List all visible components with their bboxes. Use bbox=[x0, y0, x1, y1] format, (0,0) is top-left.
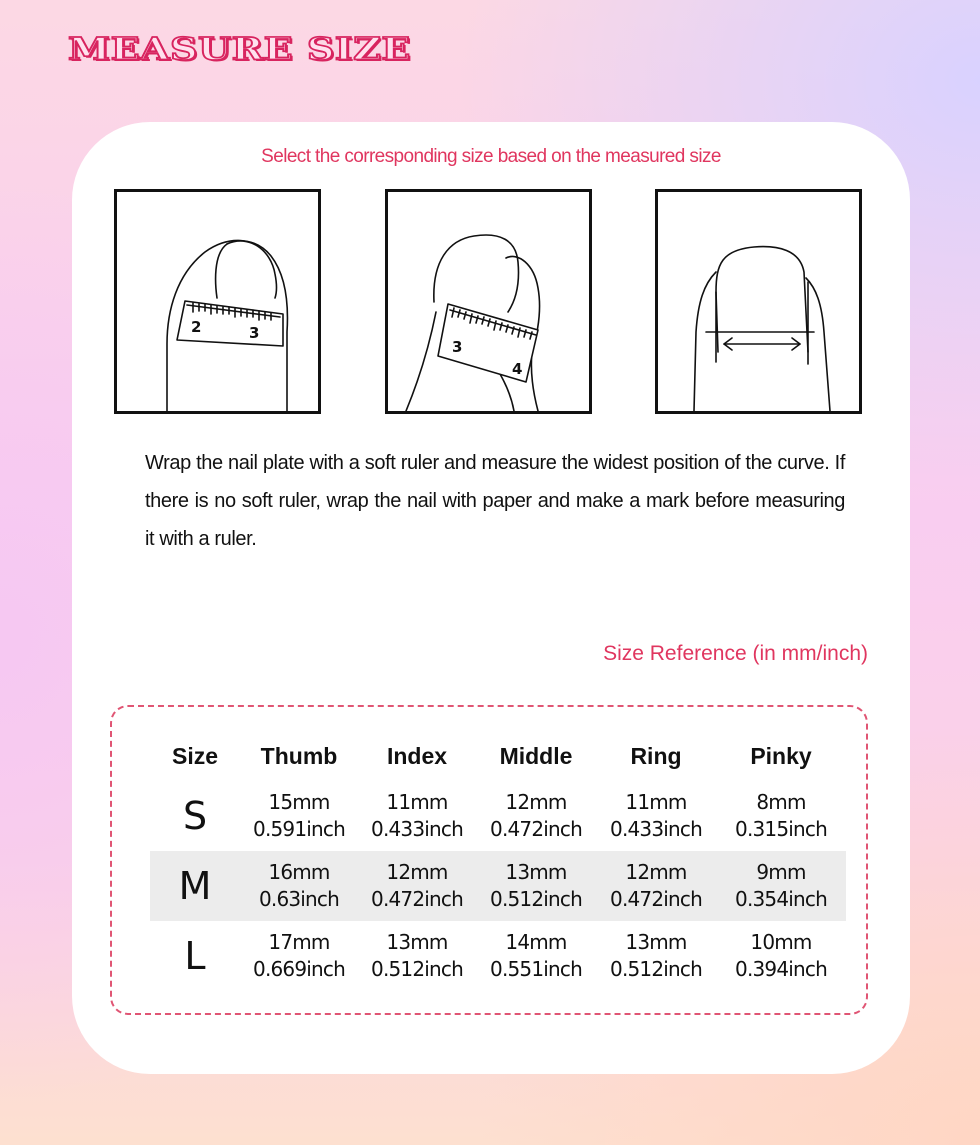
table-cell bbox=[476, 921, 596, 991]
inch-value: 0.472inch bbox=[490, 817, 582, 841]
table-row bbox=[150, 851, 846, 921]
inch-value: 0.591inch bbox=[253, 817, 345, 841]
inch-value: 0.512inch bbox=[490, 887, 582, 911]
table-cell bbox=[716, 781, 846, 851]
mm-value: 11mm bbox=[625, 790, 687, 814]
inch-value: 0.669inch bbox=[253, 957, 345, 981]
mm-value: 11mm bbox=[386, 790, 448, 814]
tape-mark-label: 4 bbox=[512, 360, 523, 378]
inch-value: 0.551inch bbox=[490, 957, 582, 981]
size-letter: L bbox=[184, 933, 206, 978]
finger-tape-icon bbox=[388, 192, 589, 411]
mm-value: 16mm bbox=[268, 860, 330, 884]
table-cell bbox=[240, 921, 358, 991]
mm-value: 17mm bbox=[268, 930, 330, 954]
nail-width-illustration bbox=[655, 189, 862, 414]
table-cell bbox=[596, 781, 716, 851]
inch-value: 0.315inch bbox=[735, 817, 827, 841]
size-reference-label: Size Reference (in mm/inch) bbox=[603, 642, 868, 665]
mm-value: 13mm bbox=[505, 860, 567, 884]
inch-value: 0.354inch bbox=[735, 887, 827, 911]
mm-value: 15mm bbox=[268, 790, 330, 814]
table-cell bbox=[240, 781, 358, 851]
mm-value: 8mm bbox=[756, 790, 806, 814]
size-reference-box bbox=[110, 705, 868, 1015]
mm-value: 14mm bbox=[505, 930, 567, 954]
measurement-description: Wrap the nail plate with a soft ruler and measure the widest position of the curve. If there is no soft ruler, wrap the nail with paper and make a mark before measuring it with a ruler. bbox=[145, 452, 845, 550]
mm-value: 13mm bbox=[625, 930, 687, 954]
thumb-measure-illustration bbox=[114, 189, 321, 414]
table-cell bbox=[596, 851, 716, 921]
header-pinky: Pinky bbox=[750, 742, 812, 769]
table-header-row bbox=[150, 731, 846, 781]
table-cell bbox=[358, 921, 476, 991]
table-row bbox=[150, 781, 846, 851]
size-letter: M bbox=[150, 851, 240, 921]
tape-mark-label: 3 bbox=[452, 338, 463, 356]
finger-measure-illustration bbox=[385, 189, 592, 414]
size-reference-table bbox=[150, 731, 846, 991]
nail-width-arrow-icon bbox=[658, 192, 859, 411]
instruction-text: Select the corresponding size based on the measured size bbox=[261, 146, 721, 167]
inch-value: 0.63inch bbox=[258, 887, 340, 911]
inch-value: 0.512inch bbox=[371, 957, 463, 981]
table-cell bbox=[358, 781, 476, 851]
tape-mark-label: 2 bbox=[191, 318, 202, 336]
table-cell bbox=[240, 851, 358, 921]
table-cell bbox=[596, 921, 716, 991]
inch-value: 0.394inch bbox=[735, 957, 827, 981]
size-guide-card bbox=[72, 122, 910, 1074]
header-size: Size bbox=[171, 742, 219, 769]
mm-value: 12mm bbox=[625, 860, 687, 884]
inch-value: 0.512inch bbox=[610, 957, 702, 981]
mm-value: 12mm bbox=[386, 860, 448, 884]
mm-value: 13mm bbox=[386, 930, 448, 954]
inch-value: 0.472inch bbox=[610, 887, 702, 911]
mm-value: 10mm bbox=[750, 930, 812, 954]
header-middle: Middle bbox=[499, 742, 573, 769]
table-cell bbox=[358, 851, 476, 921]
header-index: Index bbox=[386, 742, 448, 769]
size-letter: S bbox=[182, 793, 208, 838]
finger-thumb-tape-icon bbox=[117, 192, 318, 411]
table-cell bbox=[476, 851, 596, 921]
inch-value: 0.472inch bbox=[371, 887, 463, 911]
header-ring: Ring bbox=[630, 742, 682, 769]
table-cell bbox=[476, 781, 596, 851]
header-thumb: Thumb bbox=[260, 742, 338, 769]
mm-value: 9mm bbox=[756, 860, 806, 884]
page-heading: MEASURE SIZE bbox=[68, 30, 411, 67]
inch-value: 0.433inch bbox=[371, 817, 463, 841]
inch-value: 0.433inch bbox=[610, 817, 702, 841]
tape-mark-label: 3 bbox=[249, 324, 260, 342]
table-row bbox=[150, 921, 846, 991]
table-cell bbox=[716, 851, 846, 921]
mm-value: 12mm bbox=[505, 790, 567, 814]
table-cell bbox=[716, 921, 846, 991]
